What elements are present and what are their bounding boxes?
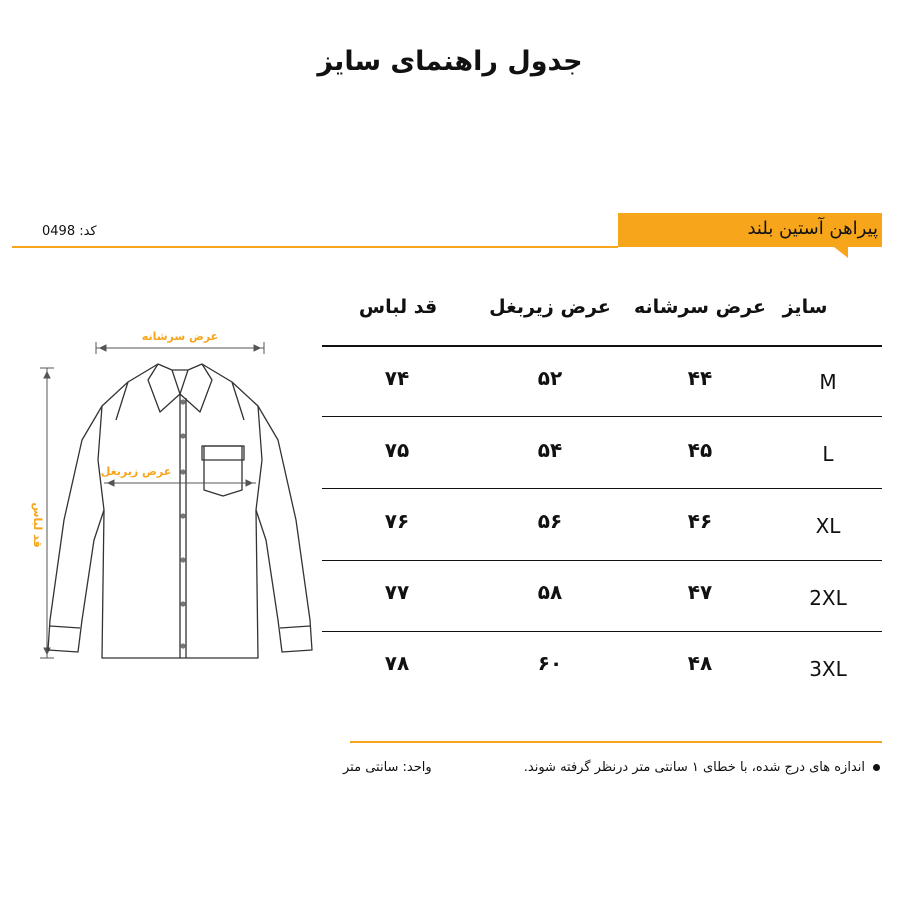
shoulder-cell: ۴۶ — [687, 509, 713, 533]
left-sleeve — [48, 406, 104, 652]
size-cell: L — [822, 442, 834, 466]
banner-tail — [834, 247, 848, 258]
size-cell: XL — [815, 514, 841, 538]
unit-label: واحد: سانتی متر — [343, 760, 432, 775]
product-code: کد: 0498 — [42, 224, 97, 239]
length-cell: ۷۶ — [384, 509, 410, 533]
length-cell: ۷۴ — [384, 366, 410, 390]
table-header-line — [322, 345, 882, 347]
chest-label: عرض زیربغل — [100, 465, 172, 478]
length-cell: ۷۵ — [384, 438, 410, 462]
chest-cell: ۶۰ — [537, 651, 563, 675]
size-cell: 3XL — [809, 657, 847, 681]
length-cell: ۷۷ — [384, 580, 410, 604]
size-cell: 2XL — [809, 586, 847, 610]
chest-cell: ۵۲ — [537, 366, 563, 390]
header-shoulder: عرض سرشانه — [634, 296, 766, 318]
shirt-buttons — [180, 399, 185, 648]
footer-note — [524, 760, 880, 775]
shoulder-cell: ۴۴ — [687, 366, 713, 390]
header-rule — [12, 246, 618, 248]
footer-note-text: اندازه های درج شده، با خطای ۱ سانتی متر درنظر گرفته شوند. — [523, 760, 865, 775]
header-length: قد لباس — [358, 296, 438, 318]
chest-cell: ۵۴ — [537, 438, 563, 462]
row-separator — [322, 488, 882, 489]
shoulder-label: عرض سرشانه — [141, 330, 219, 343]
row-separator — [322, 560, 882, 561]
product-name: پیراهن آستین بلند — [747, 218, 878, 239]
size-cell: M — [819, 370, 837, 394]
shoulder-cell: ۴۵ — [687, 438, 713, 462]
chest-cell: ۵۸ — [537, 580, 563, 604]
row-separator — [322, 416, 882, 417]
length-cell: ۷۸ — [384, 651, 410, 675]
row-separator — [322, 631, 882, 632]
pocket — [204, 446, 242, 496]
length-label: قد لباس — [31, 502, 44, 548]
shirt-diagram — [20, 320, 320, 680]
footer-rule — [350, 741, 882, 743]
page-title: جدول راهنمای سایز — [317, 46, 583, 77]
right-sleeve — [256, 406, 312, 652]
shoulder-cell: ۴۸ — [687, 651, 713, 675]
shoulder-cell: ۴۷ — [687, 580, 713, 604]
header-chest: عرض زیربغل — [489, 296, 611, 318]
chest-cell: ۵۶ — [537, 509, 563, 533]
shoulder-measure-arrow — [96, 342, 264, 354]
bullet-icon — [873, 764, 880, 771]
header-size: سایز — [782, 296, 828, 318]
